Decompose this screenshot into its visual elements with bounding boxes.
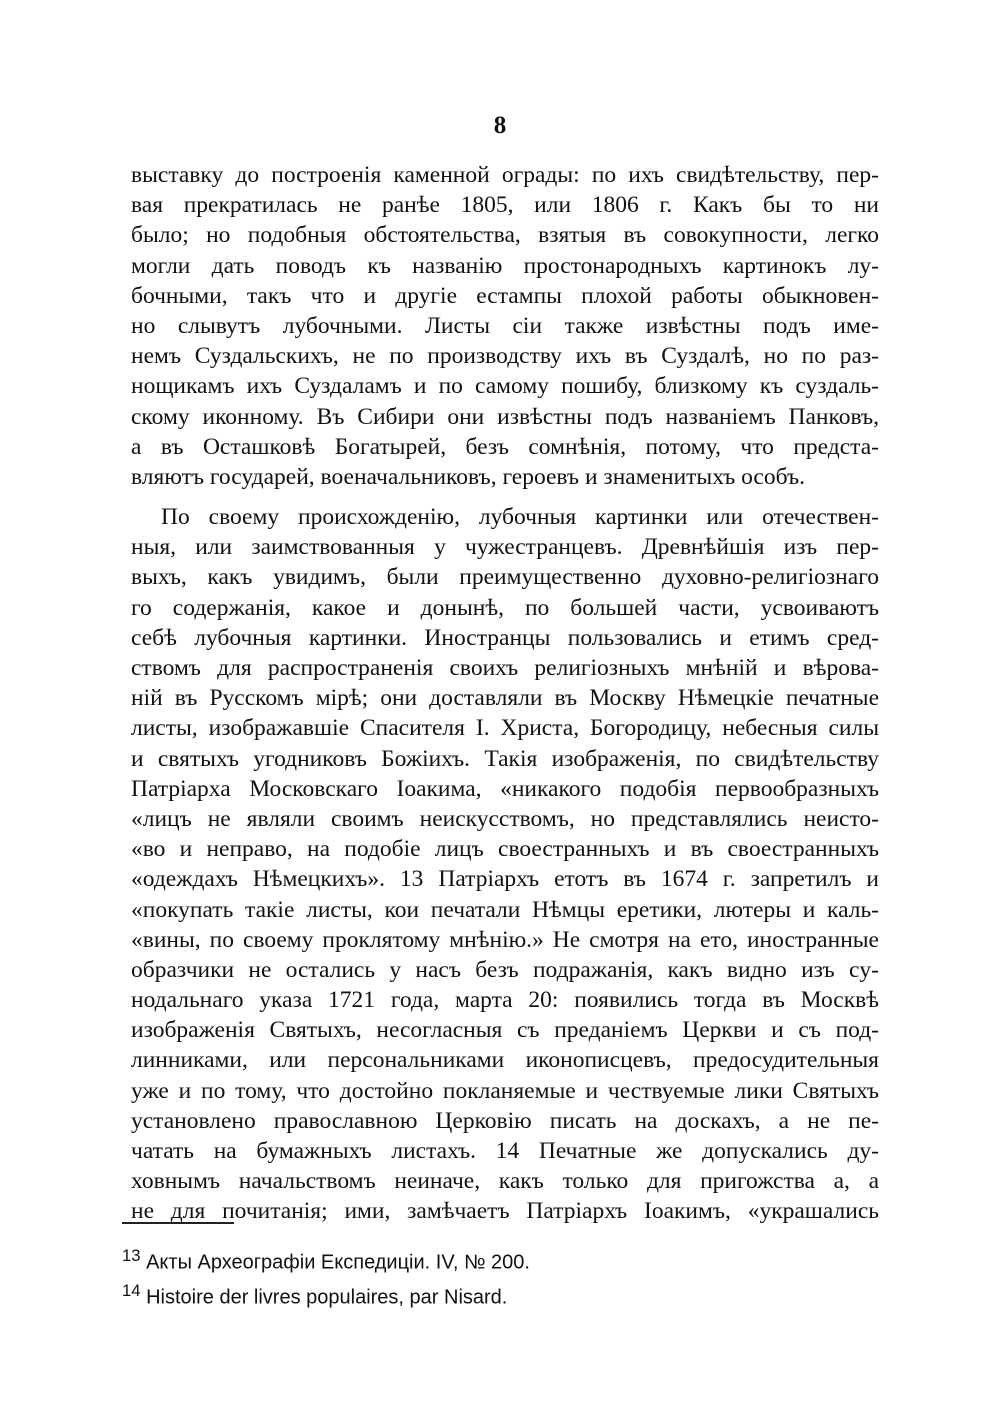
- footnote-marker: 13: [122, 1246, 141, 1265]
- text-line: По своему происхожденію, лубочныя картинки или отечествен-: [161, 504, 879, 531]
- text-line: было; но подобныя обстоятельства, взятыя въ совокупности, легко: [131, 222, 879, 249]
- text-line: скому иконному. Въ Сибири они извѣстны подъ названіемъ Панковъ,: [131, 403, 879, 430]
- text-line: «вины, по своему проклятому мнѣнію.» Не смотря на ето, иностранные: [131, 926, 879, 953]
- text-line: и святыхъ угодниковъ Божіихъ. Такія изображенія, по свидѣтельству: [131, 745, 879, 772]
- text-line: немъ Суздальскихъ, не по производству ихъ въ Суздалѣ, но по раз-: [131, 343, 879, 370]
- text-line: образчики не остались у насъ безъ подражанія, какъ видно изъ сy-: [131, 956, 879, 983]
- text-line: линниками, или персональниками иконописцевъ, предосудительныя: [131, 1047, 879, 1074]
- text-line: изображенія Святыхъ, несогласныя съ преданіемъ Церкви и съ под-: [131, 1017, 879, 1044]
- text-line: а въ Осташковѣ Богатырей, безъ сомнѣнія, потому, что предста-: [131, 433, 879, 460]
- page-number: 8: [493, 112, 507, 139]
- footnote-text: Акты Археографіи Експедиціи. IV, № 200.: [146, 1251, 530, 1274]
- paragraph-gap: [131, 492, 879, 502]
- text-line: не для почитанія; ими, замѣчаетъ Патріархъ Іоакимъ, «украшались: [131, 1198, 879, 1225]
- text-line: выставку до построенія каменной ограды: по ихъ свидѣтельству, пер-: [131, 162, 879, 188]
- text-line: ній въ Русскомъ мірѣ; они доставляли въ Москву Нѣмецкіе печатные: [131, 685, 879, 712]
- text-line: установлено православною Церковію писать на доскахъ, а не пе-: [131, 1107, 879, 1134]
- footnote-13: [122, 1242, 762, 1277]
- main-text: [131, 160, 879, 1227]
- text-line: листы, изображавшіе Спасителя І. Христа, Богородицу, небесныя силы: [131, 715, 879, 742]
- text-line: могли дать поводъ къ названію простонародныхъ картинокъ лу-: [131, 252, 879, 279]
- text-line: бочными, такъ что и другіе естампы плохой работы обыкновен-: [131, 282, 879, 309]
- text-line: нодальнаго указа 1721 года, марта 20: появились тогда въ Москвѣ: [131, 987, 879, 1014]
- footnotes: [122, 1242, 762, 1311]
- footnote-text: Histoire der livres populaires, par Nisard.: [146, 1286, 508, 1309]
- text-line: ствомъ для распространенія своихъ религіозныхъ мнѣній и вѣрова-: [131, 655, 879, 681]
- footnote-separator: [122, 1222, 234, 1224]
- text-line: уже и по тому, что достойно покланяемые и чествуемые лики Святыхъ: [131, 1077, 879, 1104]
- text-line: «покупать такіе листы, кои печатали Нѣмцы еретики, лютеры и каль-: [131, 896, 879, 923]
- paragraph-1: [131, 160, 879, 492]
- text-line: нощикамъ ихъ Суздаламъ и по самому пошибу, близкому къ суздаль-: [131, 373, 879, 400]
- text-line: вая прекратилась не ранѣе 1805, или 1806 г. Какъ бы то ни: [131, 192, 879, 219]
- text-line: «одеждахъ Нѣмецкихъ». 13 Патріархъ етотъ въ 1674 г. запретилъ и: [131, 866, 879, 893]
- text-line: «во и неправо, на подобіе лицъ своестранныхъ и въ своестранныхъ: [131, 836, 879, 863]
- text-line: ныя, или заимствованныя у чужестранцевъ. Древнѣйшія изъ пер-: [131, 534, 879, 561]
- text-line: чатать на бумажныхъ листахъ. 14 Печатные же допускались ду-: [131, 1138, 879, 1164]
- paragraph-2: [131, 502, 879, 1227]
- text-line: выхъ, какъ увидимъ, были преимущественно духовно-религіознаго: [131, 564, 879, 591]
- footnote-marker: 14: [122, 1280, 141, 1300]
- text-line: но слывутъ лубочными. Листы сіи также извѣстны подъ име-: [131, 312, 879, 339]
- text-line: вляютъ государей, военачальниковъ, героевъ и знаменитыхъ особъ.: [131, 463, 806, 490]
- text-line: «лицъ не являли своимъ неискусствомъ, но представлялись неисто-: [131, 805, 879, 832]
- text-line: ховнымъ начальствомъ неиначе, какъ только для пригожства а, а: [131, 1168, 879, 1195]
- footnote-14: [122, 1277, 762, 1312]
- text-line: Патріарха Московскаго Іоакима, «никакого подобія первообразныхъ: [131, 775, 879, 802]
- text-line: себѣ лубочныя картинки. Иностранцы пользовались и етимъ сред-: [131, 624, 879, 651]
- text-line: го содержанія, какое и донынѣ, по большей части, усвоиваютъ: [131, 594, 879, 621]
